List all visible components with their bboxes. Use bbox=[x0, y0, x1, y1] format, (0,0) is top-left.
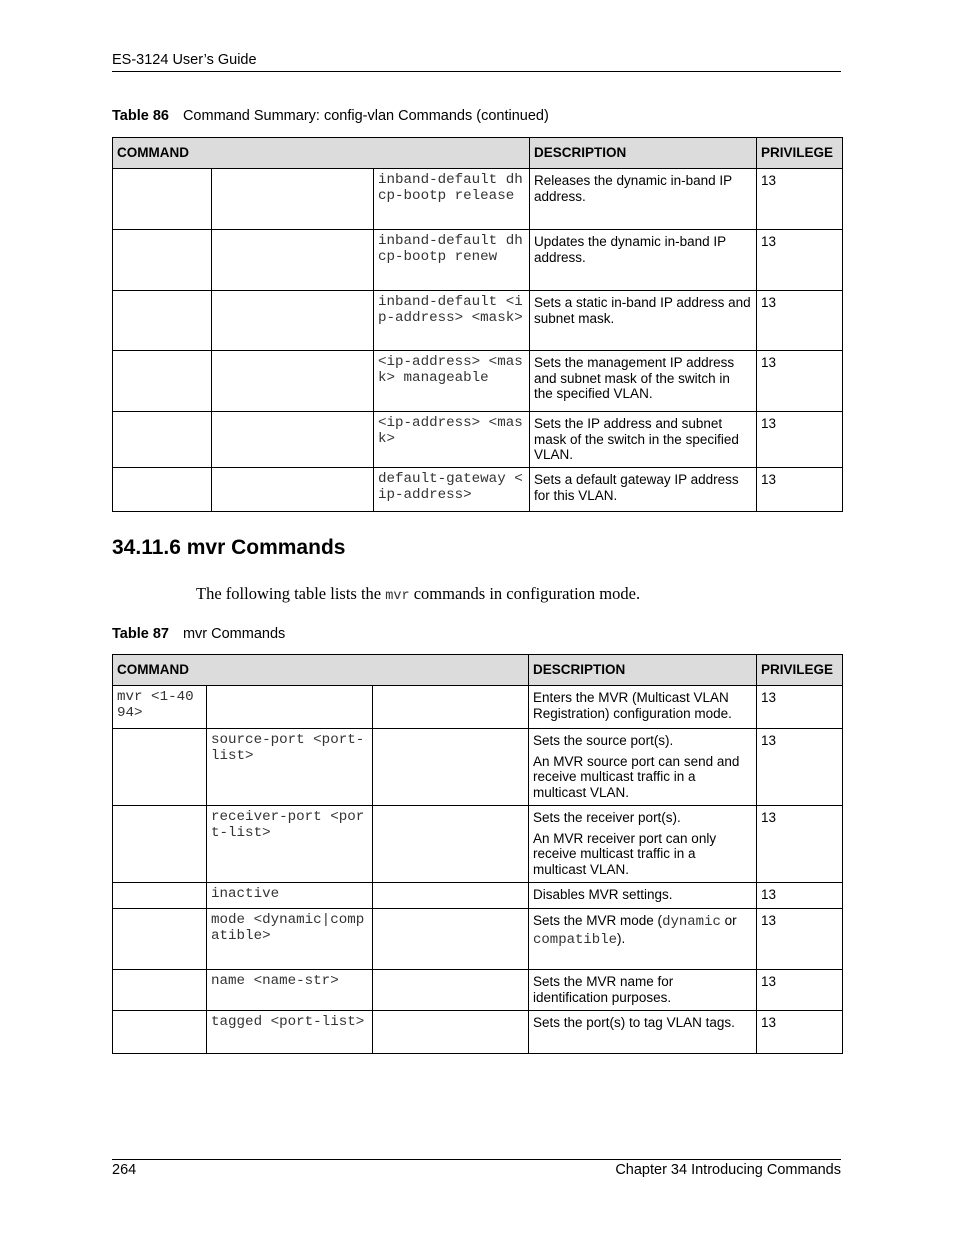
table-87 bbox=[112, 654, 843, 1054]
command-cell-2 bbox=[212, 291, 374, 351]
privilege-cell: 13 bbox=[757, 230, 843, 291]
table-row bbox=[113, 883, 843, 909]
command-cell-2: name <name-str> bbox=[207, 970, 373, 1011]
command-cell-1 bbox=[113, 468, 212, 512]
description-part-mid: or bbox=[720, 913, 737, 928]
command-cell-2 bbox=[212, 468, 374, 512]
description-text: Updates the dynamic in-band IP address. bbox=[534, 234, 726, 265]
privilege-cell: 13 bbox=[757, 883, 843, 909]
description-part-after: ). bbox=[617, 930, 626, 946]
command-cell-2 bbox=[212, 412, 374, 468]
command-cell-3 bbox=[373, 686, 529, 729]
command-cell-2: receiver-port <port-list> bbox=[207, 806, 373, 883]
intro-text-before: The following table lists the bbox=[196, 584, 386, 603]
table-87-title: mvr Commands bbox=[182, 626, 286, 642]
table-row bbox=[113, 468, 843, 512]
header-privilege: PRIVILEGE bbox=[757, 138, 843, 169]
table-86-header-row bbox=[113, 138, 843, 169]
command-cell-2: mode <dynamic|compatible> bbox=[207, 909, 373, 970]
command-cell-1 bbox=[113, 169, 212, 230]
command-cell-3 bbox=[373, 729, 529, 806]
description-part-code2: compatible bbox=[533, 931, 618, 948]
description-text: Sets the management IP address and subnet mask of the switch in the specified VLAN. bbox=[534, 355, 735, 401]
command-cell-3 bbox=[373, 909, 529, 970]
command-cell-1 bbox=[113, 909, 207, 970]
header-privilege: PRIVILEGE bbox=[757, 655, 843, 686]
footer-rule bbox=[112, 1159, 841, 1160]
command-cell-1: mvr <1-4094> bbox=[113, 686, 207, 729]
header-command: COMMAND bbox=[113, 655, 529, 686]
intro-text-after: commands in configuration mode. bbox=[409, 584, 641, 603]
command-cell-3 bbox=[373, 806, 529, 883]
table-87-caption bbox=[112, 626, 285, 642]
page-number: 264 bbox=[112, 1162, 137, 1178]
command-cell-2: inactive bbox=[207, 883, 373, 909]
description-text: Sets the receiver port(s). bbox=[533, 810, 681, 825]
table-row bbox=[113, 729, 843, 806]
description-text: Disables MVR settings. bbox=[533, 887, 673, 902]
command-cell-2 bbox=[212, 169, 374, 230]
description-cell bbox=[530, 291, 757, 351]
description-text: An MVR receiver port can only receive multicast traffic in a multicast VLAN. bbox=[533, 830, 717, 877]
running-header: ES-3124 User’s Guide bbox=[112, 52, 257, 68]
command-cell-1 bbox=[113, 351, 212, 412]
description-cell bbox=[529, 883, 757, 909]
description-text: Sets the MVR name for identification purposes. bbox=[533, 974, 674, 1005]
table-row bbox=[113, 909, 843, 970]
privilege-cell: 13 bbox=[757, 970, 843, 1011]
header-rule bbox=[112, 71, 841, 72]
command-cell-1 bbox=[113, 883, 207, 909]
command-cell-3: <ip-address> <mask> bbox=[374, 412, 530, 468]
command-cell-3: <ip-address> <mask> manageable bbox=[374, 351, 530, 412]
description-cell bbox=[529, 1011, 757, 1054]
description-text: Releases the dynamic in-band IP address. bbox=[534, 173, 732, 204]
table-row bbox=[113, 230, 843, 291]
command-cell-3: default-gateway <ip-address> bbox=[374, 468, 530, 512]
command-cell-2 bbox=[212, 351, 374, 412]
privilege-cell: 13 bbox=[757, 468, 843, 512]
privilege-cell: 13 bbox=[757, 909, 843, 970]
command-cell-1 bbox=[113, 412, 212, 468]
description-cell bbox=[529, 970, 757, 1011]
description-part-before: Sets the MVR mode ( bbox=[533, 913, 663, 928]
table-row bbox=[113, 686, 843, 729]
description-part-code1: dynamic bbox=[662, 914, 721, 930]
command-cell-2 bbox=[212, 230, 374, 291]
description-cell bbox=[530, 351, 757, 412]
table-row bbox=[113, 169, 843, 230]
command-cell-3: inband-default <ip-address> <mask> bbox=[374, 291, 530, 351]
description-cell bbox=[530, 230, 757, 291]
privilege-cell: 13 bbox=[757, 291, 843, 351]
table-86-caption bbox=[112, 108, 549, 124]
description-text: Sets the IP address and subnet mask of the switch in the specified VLAN. bbox=[534, 416, 739, 462]
description-cell bbox=[530, 169, 757, 230]
table-row bbox=[113, 970, 843, 1011]
command-cell-1 bbox=[113, 806, 207, 883]
privilege-cell: 13 bbox=[757, 1011, 843, 1054]
command-cell-2: tagged <port-list> bbox=[207, 1011, 373, 1054]
command-cell-3 bbox=[373, 883, 529, 909]
description-cell bbox=[530, 412, 757, 468]
privilege-cell: 13 bbox=[757, 686, 843, 729]
command-cell-2 bbox=[207, 686, 373, 729]
description-text: Sets a static in-band IP address and subnet mask. bbox=[534, 295, 751, 326]
table-row bbox=[113, 1011, 843, 1054]
intro-paragraph bbox=[196, 584, 640, 604]
privilege-cell: 13 bbox=[757, 412, 843, 468]
command-cell-1 bbox=[113, 1011, 207, 1054]
table-row bbox=[113, 806, 843, 883]
command-cell-3 bbox=[373, 970, 529, 1011]
table-86-label: Table 86 bbox=[112, 108, 169, 124]
table-row bbox=[113, 291, 843, 351]
command-cell-3: inband-default dhcp-bootp release bbox=[374, 169, 530, 230]
description-text: Sets a default gateway IP address for this VLAN. bbox=[534, 472, 739, 503]
table-86 bbox=[112, 137, 843, 512]
table-row bbox=[113, 351, 843, 412]
privilege-cell: 13 bbox=[757, 351, 843, 412]
table-87-header-row bbox=[113, 655, 843, 686]
privilege-cell: 13 bbox=[757, 729, 843, 806]
command-cell-1 bbox=[113, 291, 212, 351]
table-87-label: Table 87 bbox=[112, 626, 169, 642]
description-cell bbox=[529, 729, 757, 806]
table-row bbox=[113, 412, 843, 468]
command-cell-3 bbox=[373, 1011, 529, 1054]
intro-code: mvr bbox=[385, 589, 410, 604]
command-cell-1 bbox=[113, 729, 207, 806]
command-cell-3: inband-default dhcp-bootp renew bbox=[374, 230, 530, 291]
description-text: Sets the port(s) to tag VLAN tags. bbox=[533, 1015, 735, 1030]
command-cell-2: source-port <port-list> bbox=[207, 729, 373, 806]
description-cell bbox=[530, 468, 757, 512]
description-cell bbox=[529, 806, 757, 883]
table-86-title: Command Summary: config-vlan Commands (continued) bbox=[182, 108, 549, 124]
header-command: COMMAND bbox=[113, 138, 530, 169]
privilege-cell: 13 bbox=[757, 806, 843, 883]
description-cell bbox=[529, 909, 757, 970]
description-text bbox=[533, 913, 752, 948]
privilege-cell: 13 bbox=[757, 169, 843, 230]
description-text: An MVR source port can send and receive multicast traffic in a multicast VLAN. bbox=[533, 753, 740, 800]
description-text: Sets the source port(s). bbox=[533, 733, 674, 748]
header-description: DESCRIPTION bbox=[530, 138, 757, 169]
description-cell bbox=[529, 686, 757, 729]
chapter-title: Chapter 34 Introducing Commands bbox=[615, 1162, 841, 1178]
command-cell-1 bbox=[113, 970, 207, 1011]
description-text: Enters the MVR (Multicast VLAN Registration) configuration mode. bbox=[533, 690, 732, 721]
header-description: DESCRIPTION bbox=[529, 655, 757, 686]
command-cell-1 bbox=[113, 230, 212, 291]
section-title: 34.11.6 mvr Commands bbox=[112, 536, 346, 559]
